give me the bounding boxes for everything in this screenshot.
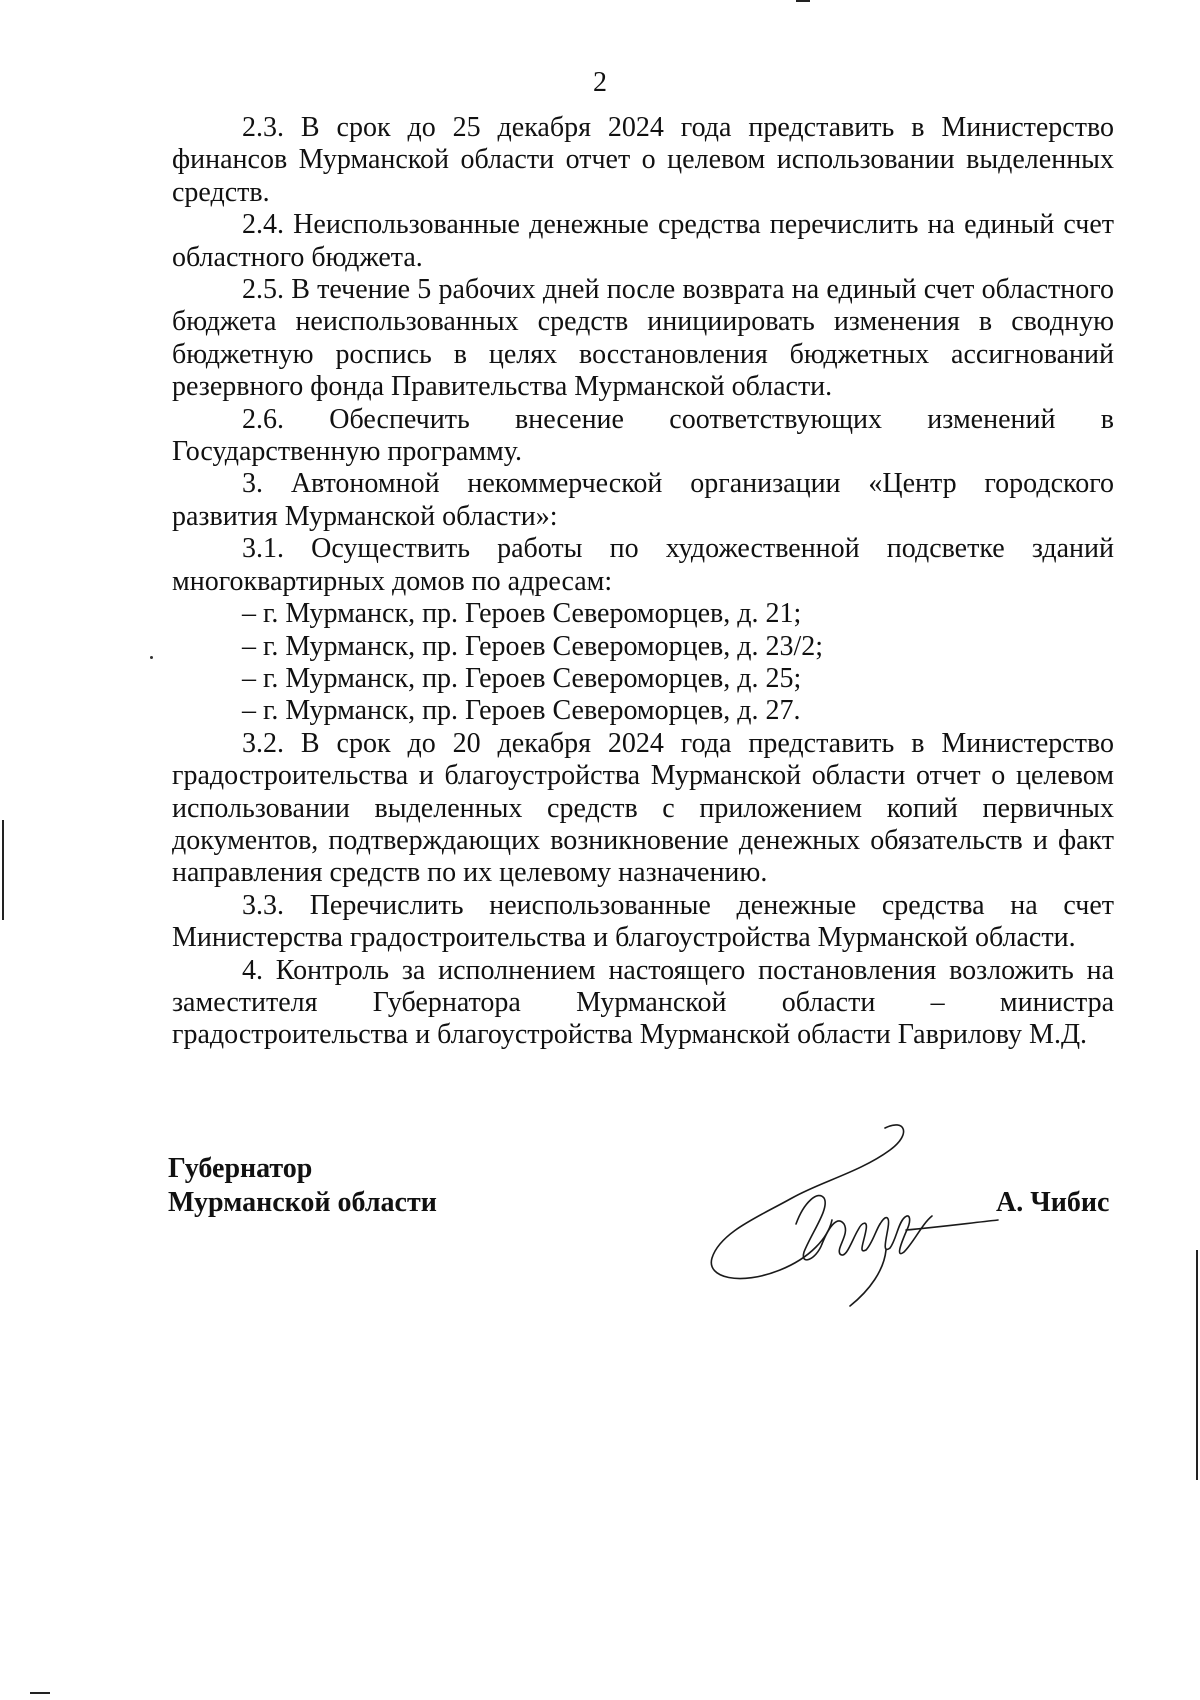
scan-edge-mark [1196, 1250, 1198, 1480]
handwritten-signature [700, 1120, 1000, 1310]
paragraph-2-3: 2.3. В срок до 25 декабря 2024 года представить в Министерство финансов Мурманской области отчет о целевом использовании выделенных средств. [172, 112, 1114, 208]
paragraph-2-5: 2.5. В течение 5 рабочих дней после возврата на единый счет областного бюджета неиспользованных средств инициировать изменения в сводную бюджетную роспись в целях восстановления бюджетных ассигнований резервного фонда Правительства Мурманской области. [172, 274, 1114, 403]
paragraph-3-1: 3.1. Осуществить работы по художественной подсветке зданий многоквартирных домов по адресам: [172, 533, 1114, 597]
paragraph-3-2: 3.2. В срок до 20 декабря 2024 года представить в Министерство градостроительства и благоустройства Мурманской области отчет о целевом использовании выделенных средств с приложением копий первичных документов, подтверждающих возникновение денежных обязательств и факт направления средств по их целевому назначению. [172, 727, 1114, 889]
paragraph-2-4: 2.4. Неиспользованные денежные средства перечислить на единый счет областного бюджета. [172, 209, 1114, 273]
document-body [172, 112, 1114, 1052]
address-item: – г. Мурманск, пр. Героев Североморцев, д. 25; [242, 662, 802, 694]
page-number: 2 [593, 67, 607, 98]
scan-edge-mark [30, 1692, 50, 1694]
address-item: – г. Мурманск, пр. Героев Североморцев, д. 21; [242, 598, 802, 630]
signatory-name: А. Чибис [996, 1187, 1110, 1218]
signatory-title [168, 1152, 437, 1220]
address-item: – г. Мурманск, пр. Героев Североморцев, д. 23/2; [242, 630, 824, 662]
scan-speck [150, 656, 153, 659]
signatory-title-line2: Мурманской области [168, 1187, 437, 1218]
address-item: – г. Мурманск, пр. Героев Североморцев, д. 27. [242, 695, 801, 727]
scan-edge-mark [796, 0, 810, 2]
paragraph-4: 4. Контроль за исполнением настоящего постановления возложить на заместителя Губернатора Мурманской области – министра градостроительства и благоустройства Мурманской области Гаврилову М.Д. [172, 954, 1114, 1051]
paragraph-3: 3. Автономной некоммерческой организации «Центр городского развития Мурманской области»: [172, 468, 1114, 532]
paragraph-2-6: 2.6. Обеспечить внесение соответствующих изменений в Государственную программу. [172, 403, 1114, 468]
paragraph-3-3: 3.3. Перечислить неиспользованные денежные средства на счет Министерства градостроительства и благоустройства Мурманской области. [172, 889, 1114, 954]
signatory-title-line1: Губернатор [168, 1153, 313, 1184]
scan-edge-mark [2, 820, 4, 920]
